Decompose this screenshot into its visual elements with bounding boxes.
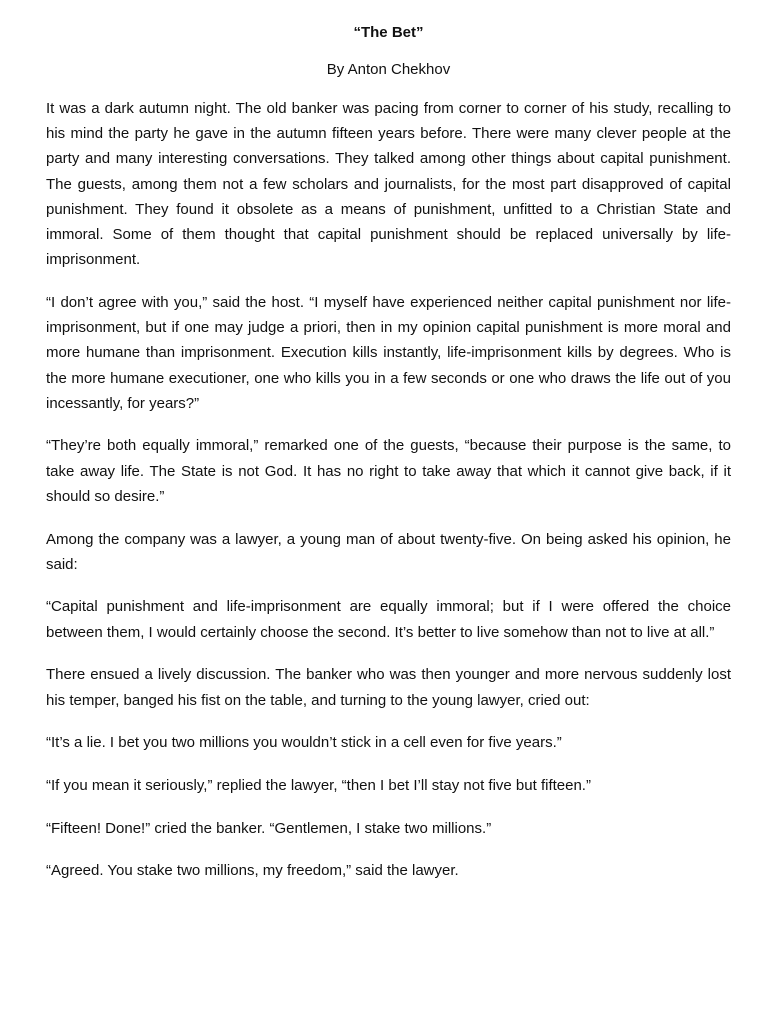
paragraph-4: Among the company was a lawyer, a young man of about twenty-five. On being asked his opinion, he said: — [46, 530, 731, 573]
paragraph-5: “Capital punishment and life-imprisonment are equally immoral; but if I were offered the choice between them, I would certainly choose the second. It’s better to live somehow than not to live at all.” — [46, 598, 731, 641]
paragraph-1: It was a dark autumn night. The old banker was pacing from corner to corner of his study, recalling to his mind the party he gave in the autumn fifteen years before. There were many clever people at the party and many interesting conversations. They talked among other things about capital punishment. The guests, among them not a few scholars and journalists, for the most part disapproved of capital punishment. They found it obsolete as a means of punishment, unfitted to a Christian State and immoral. Some of them thought that capital punishment should be replaced universally by life-imprisonment. — [46, 100, 731, 269]
paragraph-3: “They’re both equally immoral,” remarked one of the guests, “because their purpose is the same, to take away life. The State is not God. It has no right to take away that which it cannot give back, if it should so desire.” — [46, 437, 731, 505]
paragraph-7: “It’s a lie. I bet you two millions you wouldn’t stick in a cell even for five years.” — [46, 734, 562, 752]
paragraph-2: “I don’t agree with you,” said the host. “I myself have experienced neither capital punishment nor life-imprisonment, but if one may judge a priori, then in my opinion capital punishment is more moral and more humane than imprisonment. Execution kills instantly, life-imprisonment kills by degrees. Who is the more humane executioner, one who kills you in a few seconds or one who draws the life out of you incessantly, for years?” — [46, 293, 731, 412]
paragraph-8: “If you mean it seriously,” replied the lawyer, “then I bet I’ll stay not five but fifteen.” — [46, 776, 591, 794]
document-title: “The Bet” — [353, 24, 424, 41]
document-page — [46, 22, 731, 901]
paragraph-9: “Fifteen! Done!” cried the banker. “Gentlemen, I stake two millions.” — [46, 819, 492, 837]
document-author: By Anton Chekhov — [326, 61, 451, 78]
paragraph-6: There ensued a lively discussion. The banker who was then younger and more nervous suddenly lost his temper, banged his fist on the table, and turning to the young lawyer, cried out: — [46, 666, 731, 709]
paragraph-10: “Agreed. You stake two millions, my freedom,” said the lawyer. — [46, 862, 459, 880]
